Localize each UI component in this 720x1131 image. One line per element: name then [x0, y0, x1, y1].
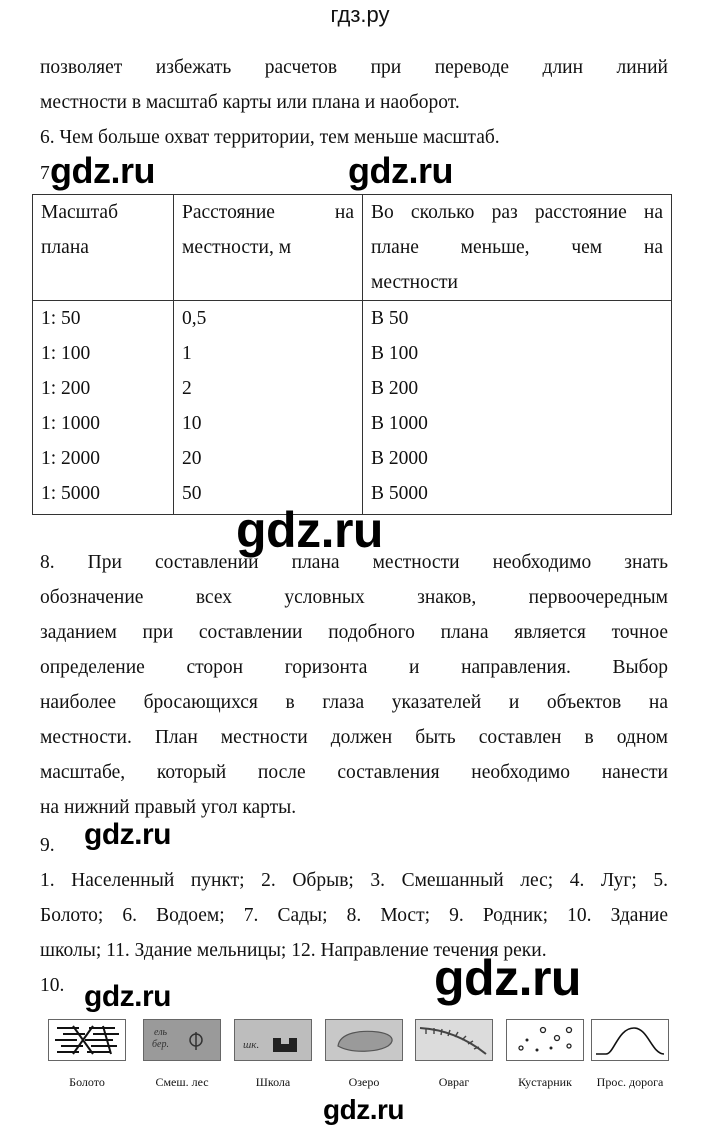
ravine-symbol — [415, 1019, 493, 1061]
symbol-label: Овраг — [438, 1075, 470, 1089]
symbol-label: Школа — [255, 1075, 291, 1089]
header-scale-line-1: Масштаб — [41, 202, 119, 223]
ratio-cell: В 2000 — [371, 448, 428, 469]
header-ratio — [363, 195, 672, 301]
header-ratio-line-1: Во сколько раз расстояние на — [371, 202, 663, 223]
ratio-cell: В 100 — [371, 343, 419, 364]
item-9-line-2: Болото; 6. Водоем; 7. Сады; 8. Мост; 9. Родник; 10. Здание — [40, 905, 668, 926]
swamp-icon — [49, 1020, 125, 1060]
distance-cell: 50 — [182, 483, 202, 504]
ravine-icon — [416, 1020, 492, 1060]
watermark: gdz.ru — [236, 502, 383, 558]
scale-cell: 1: 100 — [41, 343, 91, 364]
item-7-number: 7 — [40, 163, 50, 184]
lake-icon — [326, 1020, 402, 1060]
shrub-symbol — [506, 1019, 584, 1061]
school-symbol — [234, 1019, 312, 1061]
header-distance-line-1: Расстояние на — [182, 202, 354, 223]
watermark: gdz.ru — [84, 818, 171, 851]
item-8-line-4: определение сторон горизонта и направления. Выбор — [40, 657, 668, 678]
watermark: gdz.ru — [323, 1094, 404, 1125]
intro-line-2: местности в масштаб карты или плана и наоборот. — [40, 92, 460, 113]
distance-cell: 10 — [182, 413, 202, 434]
scale-cell: 1: 5000 — [41, 483, 101, 504]
item-8-line-1: 8. При составлении плана местности необходимо знать — [40, 552, 668, 573]
item-9-number: 9. — [40, 835, 55, 856]
item-9-line-1: 1. Населенный пункт; 2. Обрыв; 3. Смешанный лес; 4. Луг; 5. — [40, 870, 668, 891]
watermark: gdz.ru — [348, 150, 453, 191]
tree-icon — [144, 1020, 220, 1060]
symbol-label: Прос. дорога — [596, 1075, 664, 1089]
ratio-cell: В 1000 — [371, 413, 428, 434]
distance-cell: 20 — [182, 448, 202, 469]
item-8-line-3: заданием при составлении подобного плана является точное — [40, 622, 668, 643]
scale-cell: 1: 1000 — [41, 413, 101, 434]
svg-text:шк.: шк. — [243, 1039, 260, 1051]
ratio-cell: В 50 — [371, 308, 409, 329]
lake-symbol — [325, 1019, 403, 1061]
header-ratio-line-2: плане меньше, чем на — [371, 237, 663, 258]
item-8-line-5: наиболее бросающихся в глаза указателей и объектов на — [40, 692, 668, 713]
distance-cell: 0,5 — [182, 308, 207, 329]
watermark: gdz.ru — [434, 950, 581, 1006]
swamp-symbol — [48, 1019, 126, 1061]
scale-cell: 1: 50 — [41, 308, 81, 329]
table-body-row — [33, 301, 672, 515]
ratio-cell: В 200 — [371, 378, 419, 399]
distance-cell: 2 — [182, 378, 192, 399]
scale-cell: 1: 200 — [41, 378, 91, 399]
shrub-icon — [507, 1020, 583, 1060]
item-10-number: 10. — [40, 975, 65, 996]
school-icon — [235, 1020, 311, 1060]
item-8-line-7: масштабе, который после составления необходимо нанести — [40, 762, 668, 783]
distance-cell: 1 — [182, 343, 192, 364]
header-distance-line-2: местности, м — [182, 237, 292, 258]
header-scale-line-2: плана — [41, 237, 89, 258]
ratio-cell: В 5000 — [371, 483, 428, 504]
watermark: gdz.ru — [50, 150, 155, 191]
svg-text:ель: ель — [154, 1027, 168, 1038]
symbol-label: Смеш. лес — [155, 1075, 209, 1089]
header-distance — [174, 195, 363, 301]
scale-cell: 1: 2000 — [41, 448, 101, 469]
watermark: gdz.ru — [84, 980, 171, 1013]
header-scale — [33, 195, 174, 301]
distance-values — [174, 301, 363, 515]
scale-values — [33, 301, 174, 515]
table-header-row — [33, 195, 672, 301]
ratio-values — [363, 301, 672, 515]
header-ratio-line-3: местности — [371, 272, 458, 293]
intro-line-1: позволяет избежать расчетов при переводе длин линий — [40, 57, 668, 78]
site-header: гдз.ру — [330, 2, 390, 27]
svg-text:бер.: бер. — [152, 1039, 169, 1050]
symbol-label: Озеро — [348, 1075, 380, 1089]
item-8-line-8: на нижний правый угол карты. — [40, 797, 297, 818]
item-8-line-2: обозначение всех условных знаков, первоочередным — [40, 587, 668, 608]
mixed-forest-symbol — [143, 1019, 221, 1061]
item-8-line-6: местности. План местности должен быть составлен в одном — [40, 727, 668, 748]
scale-table — [32, 194, 672, 515]
road-icon — [592, 1020, 668, 1060]
symbol-label: Болото — [69, 1075, 105, 1089]
item-6: 6. Чем больше охват территории, тем меньше масштаб. — [40, 127, 500, 148]
country-road-symbol — [591, 1019, 669, 1061]
item-9-line-3: школы; 11. Здание мельницы; 12. Направление течения реки. — [40, 940, 547, 961]
symbol-label: Кустарник — [518, 1075, 572, 1089]
